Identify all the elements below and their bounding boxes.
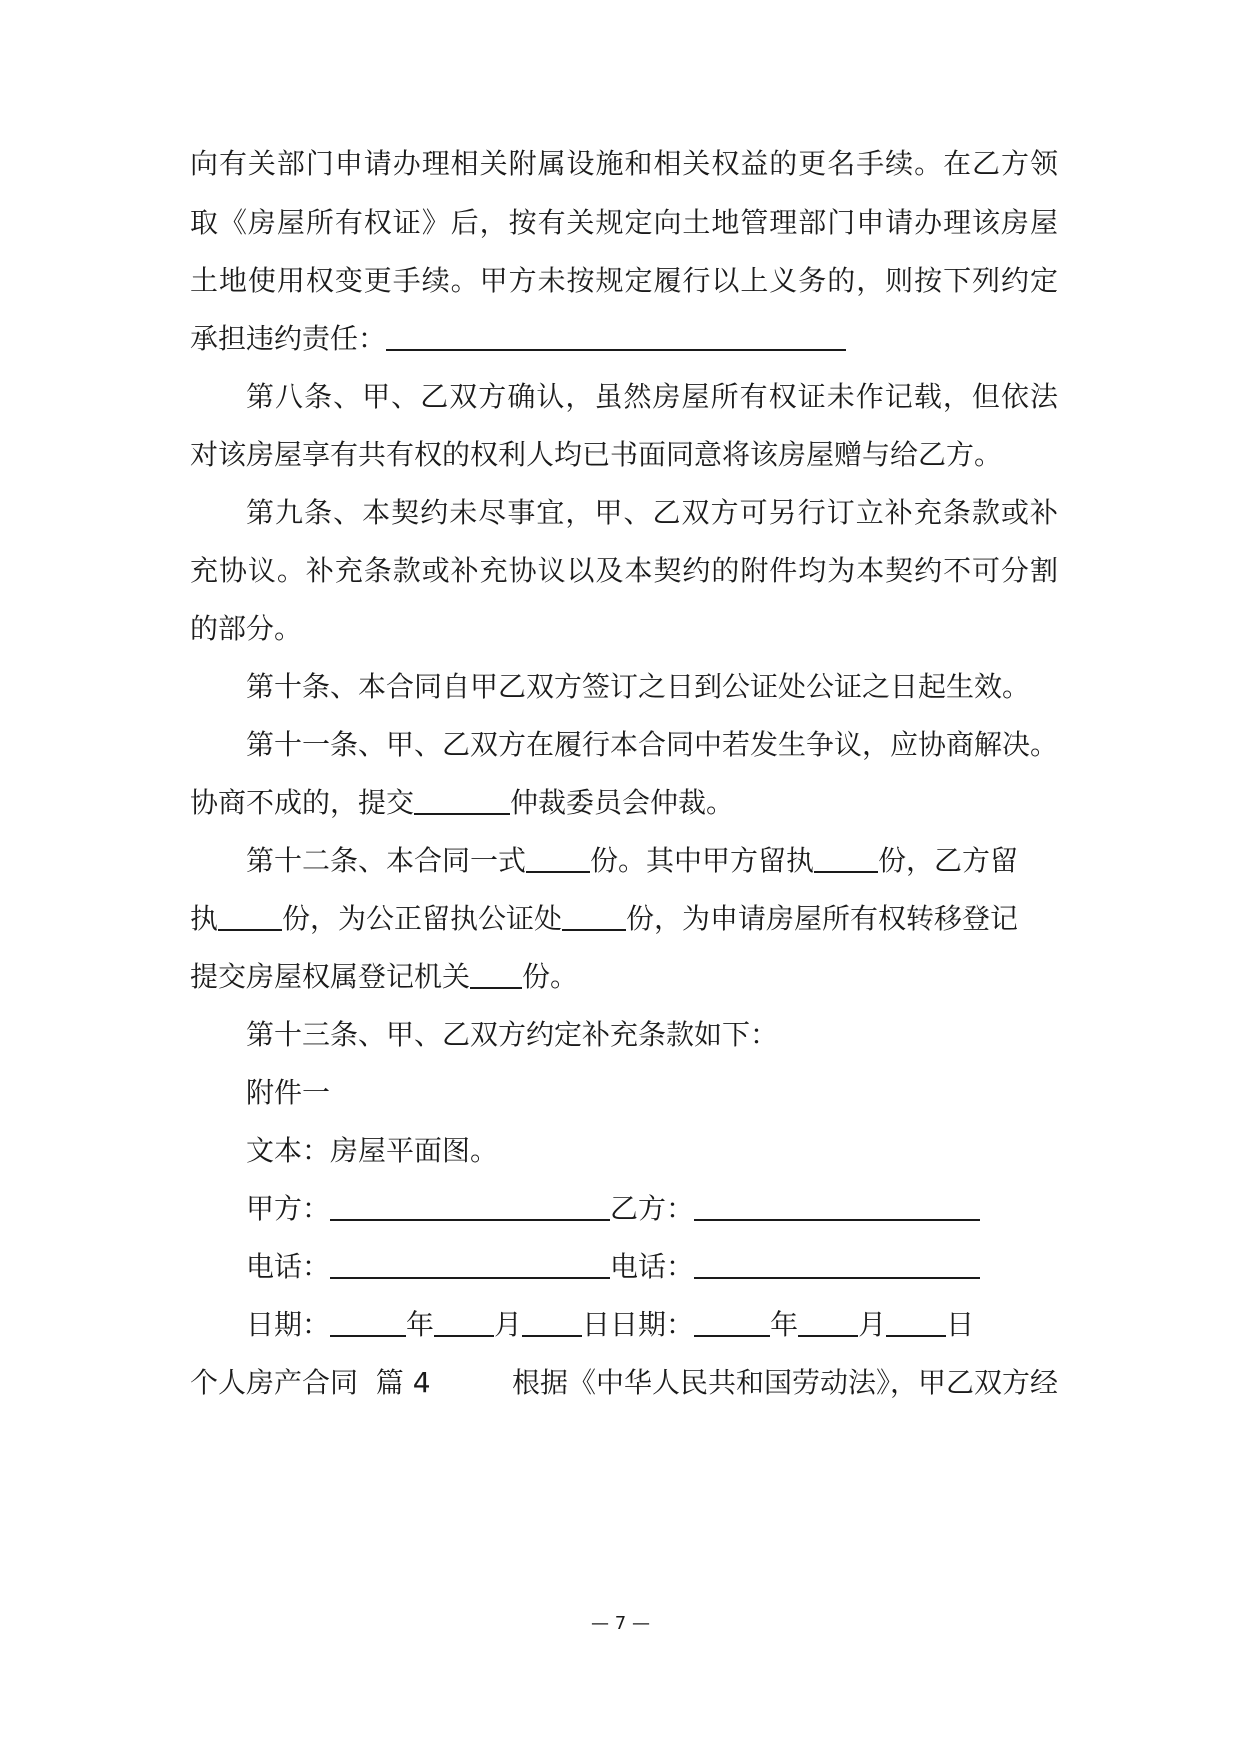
text-segment: 执 <box>190 902 219 935</box>
attachment-title: 附件一 <box>246 1076 331 1109</box>
section-heading: 个人房产合同 篇 4 <box>190 1366 431 1399</box>
phone-a-blank <box>330 1276 610 1279</box>
phone-b-blank <box>694 1276 980 1279</box>
text-segment: 第十二条、本合同一式 <box>246 844 527 877</box>
article-9-line: 第九条、本契约未尽事宜，甲、乙双方可另行订立补充条款或补 <box>246 496 1058 529</box>
date-a-label: 日期： <box>246 1308 331 1341</box>
day-blank <box>886 1334 946 1337</box>
paragraph-line: 取《房屋所有权证》后，按有关规定向土地管理部门申请办理该房屋 <box>190 206 1058 239</box>
article-12-line <box>246 844 1019 877</box>
text-segment: 份。其中甲方留执 <box>590 844 815 877</box>
fill-blank <box>814 870 878 873</box>
month-label: 月 <box>858 1308 887 1341</box>
month-blank <box>798 1334 858 1337</box>
phone-a-label: 电话： <box>246 1250 331 1283</box>
phone-line <box>246 1250 980 1283</box>
phone-b-label: 电话： <box>610 1250 695 1283</box>
attachment-text: 文本：房屋平面图。 <box>246 1134 499 1167</box>
paragraph-line: 充协议。补充条款或补充协议以及本契约的附件均为本契约不可分割 <box>190 554 1058 587</box>
text-segment: 提交房屋权属登记机关 <box>190 960 471 993</box>
fill-blank <box>562 928 626 931</box>
month-blank <box>434 1334 494 1337</box>
day-blank <box>522 1334 582 1337</box>
year-blank <box>694 1334 770 1337</box>
text-segment: 份。 <box>522 960 579 993</box>
day-label: 日 <box>946 1308 975 1341</box>
party-b-blank <box>694 1218 980 1221</box>
paragraph-line <box>190 902 1019 935</box>
text-segment: 承担违约责任： <box>190 322 387 355</box>
year-blank <box>330 1334 406 1337</box>
party-a-label: 甲方： <box>246 1192 331 1225</box>
text-segment: 份，为申请房屋所有权转移登记 <box>626 902 1019 935</box>
article-11-line: 第十一条、甲、乙双方在履行本合同中若发生争议，应协商解决。 <box>246 728 1059 761</box>
paragraph-line: 土地使用权变更手续。甲方未按规定履行以上义务的，则按下列约定 <box>190 264 1058 297</box>
section-heading-line <box>190 1366 1058 1399</box>
party-line <box>246 1192 980 1225</box>
month-label: 月 <box>494 1308 523 1341</box>
year-label: 年 <box>406 1308 435 1341</box>
article-13-line: 第十三条、甲、乙双方约定补充条款如下： <box>246 1018 779 1051</box>
article-10-line: 第十条、本合同自甲乙双方签订之日到公证处公证之日起生效。 <box>246 670 1031 703</box>
paragraph-line <box>190 786 735 819</box>
article-8-line: 第八条、甲、乙双方确认，虽然房屋所有权证未作记载，但依法 <box>246 380 1058 413</box>
text-segment: 仲裁委员会仲裁。 <box>510 786 735 819</box>
fill-blank <box>414 812 510 815</box>
paragraph-line: 向有关部门申请办理相关附属设施和相关权益的更名手续。在乙方领 <box>190 147 1058 180</box>
text-segment: 份，为公正留执公证处 <box>282 902 563 935</box>
paragraph-line <box>190 322 846 355</box>
year-label: 年 <box>770 1308 799 1341</box>
text-segment: 份，乙方留 <box>878 844 1019 877</box>
paragraph-line: 的部分。 <box>190 612 303 645</box>
date-line <box>246 1308 975 1341</box>
fill-blank <box>526 870 590 873</box>
day-date-label: 日日期： <box>582 1308 695 1341</box>
paragraph-line <box>190 960 579 993</box>
section-intro: 根据《中华人民共和国劳动法》，甲乙双方经 <box>511 1366 1058 1399</box>
fill-blank <box>470 986 522 989</box>
party-a-blank <box>330 1218 610 1221</box>
text-segment: 协商不成的，提交 <box>190 786 415 819</box>
page-number: — 7 — <box>591 1613 650 1634</box>
party-b-label: 乙方： <box>610 1192 695 1225</box>
fill-blank <box>386 348 846 351</box>
paragraph-line: 对该房屋享有共有权的权利人均已书面同意将该房屋赠与给乙方。 <box>190 438 1003 471</box>
fill-blank <box>218 928 282 931</box>
